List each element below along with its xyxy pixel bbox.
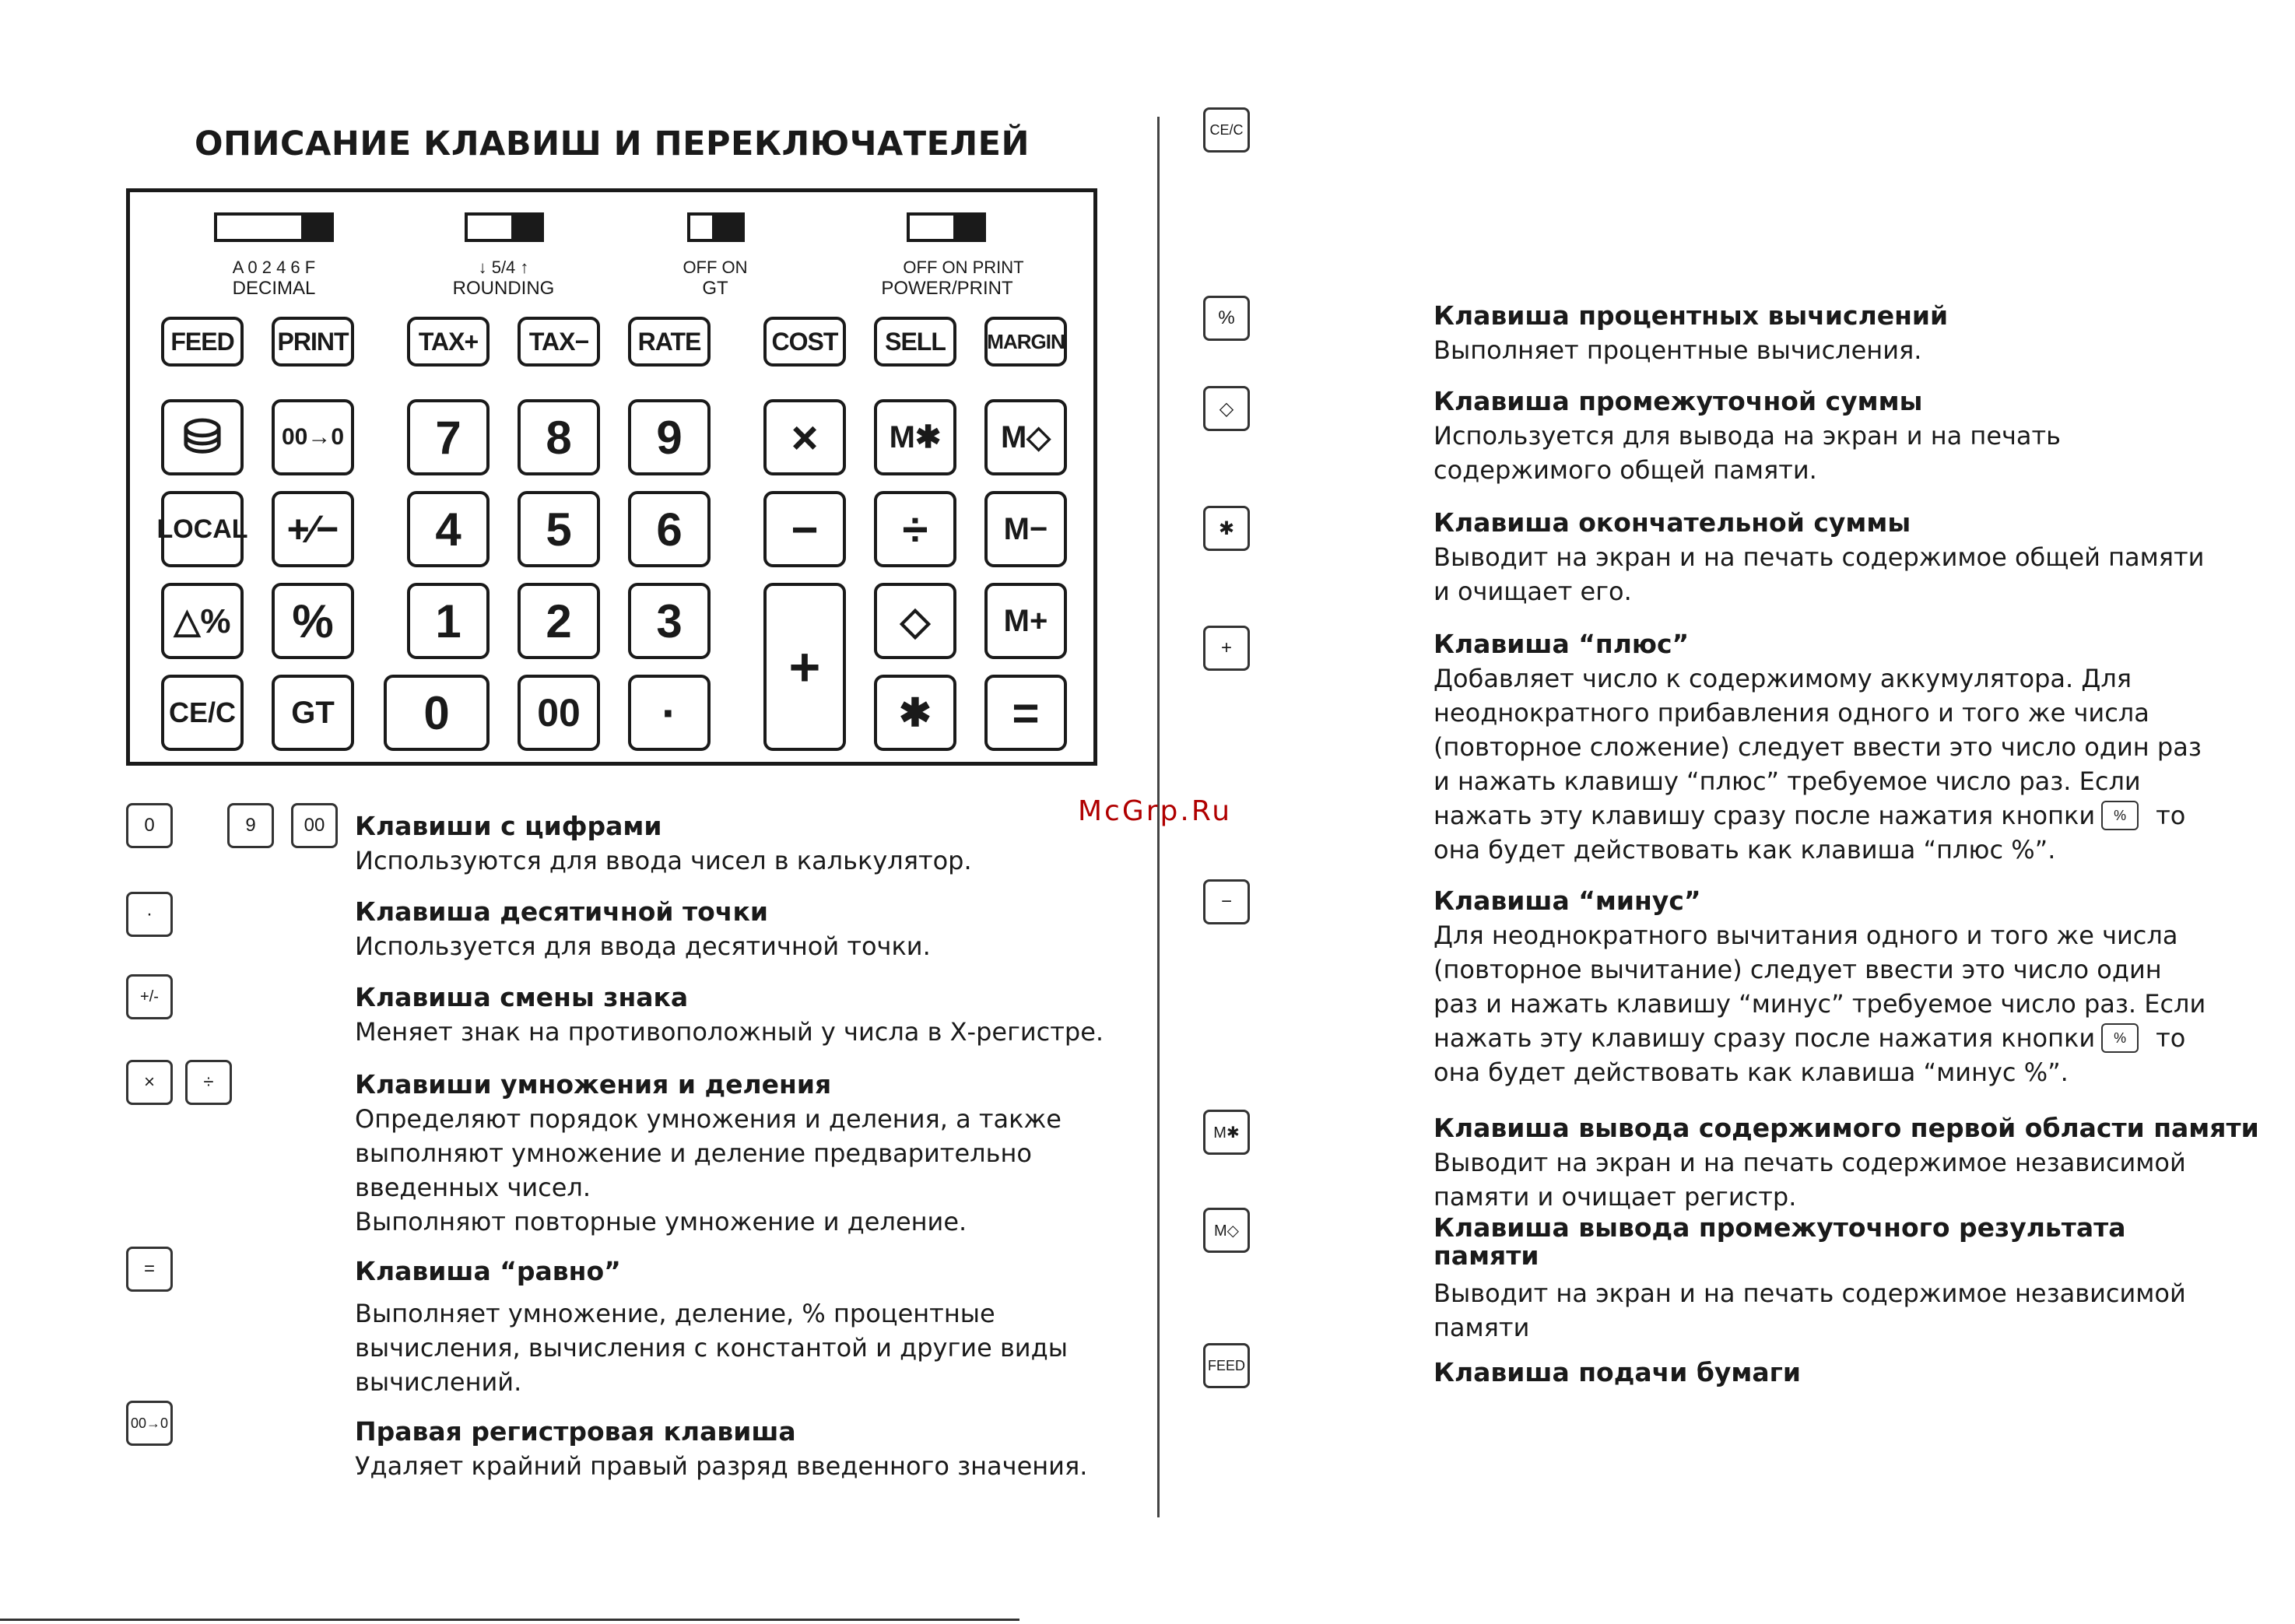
section-heading: Клавиша “плюс”: [1433, 629, 1690, 659]
section-text: она будет действовать как клавиша “минус %”.: [1433, 1058, 2069, 1087]
total-section: [1433, 506, 2204, 609]
equals-section: [355, 1254, 1068, 1399]
equals-icon: =: [126, 1247, 173, 1292]
right-shift-section: [355, 1415, 1087, 1483]
print-key[interactable]: PRINT: [272, 317, 354, 367]
m-diamond-key[interactable]: M◇: [984, 399, 1067, 475]
subtotal-diamond-icon: ◇: [1203, 386, 1250, 431]
double-zero-icon: 00: [291, 803, 338, 848]
section-text: Для неоднократного вычитания одного и того же числа: [1433, 921, 2178, 950]
section-heading: Клавиша вывода промежуточного результата: [1433, 1212, 2126, 1243]
sign-change-key[interactable]: +∕−: [272, 491, 354, 567]
total-star-icon: ✱: [1203, 506, 1250, 551]
m-minus-key[interactable]: M−: [984, 491, 1067, 567]
decimal-point-section: [355, 895, 931, 963]
percent-inline-icon: %: [2101, 1023, 2139, 1053]
double-zero-key[interactable]: 00: [518, 675, 600, 751]
section-heading: Клавиша окончательной суммы: [1433, 507, 1911, 538]
section-text: Выполняют повторные умножение и деление.: [355, 1207, 967, 1236]
m-star-icon: M✱: [1203, 1110, 1250, 1155]
section-text: Меняет знак на противоположный у числа в Х-регистре.: [355, 1017, 1104, 1047]
percent-section: [1433, 299, 1948, 367]
m-star-key[interactable]: M✱: [874, 399, 956, 475]
section-text: Выводит на экран и на печать содержимое независимой: [1433, 1148, 2186, 1177]
section-text: Выводит на экран и на печать содержимое общей памяти: [1433, 542, 2205, 572]
digit-7-key[interactable]: 7: [407, 399, 490, 475]
decimal-point-key[interactable]: ·: [628, 675, 711, 751]
gt-key[interactable]: GT: [272, 675, 354, 751]
digit-6-key[interactable]: 6: [628, 491, 711, 567]
rounding-switch-positions: ↓ 5/4 ↑: [478, 258, 529, 277]
section-text: выполняют умножение и деление предварительно: [355, 1138, 1032, 1168]
minus-key[interactable]: −: [763, 491, 846, 567]
section-heading: Клавиши умножения и деления: [355, 1069, 832, 1100]
decimal-switch[interactable]: [214, 212, 334, 242]
subtotal-section: [1433, 384, 2061, 487]
digit-9-icon: 9: [227, 803, 274, 848]
section-heading: Клавиша смены знака: [355, 982, 689, 1012]
section-text: раз и нажать клавишу “минус” требуемое число раз. Если: [1433, 989, 2206, 1019]
section-text: и очищает его.: [1433, 577, 1632, 606]
section-text: неоднократного прибавления одного и того же числа: [1433, 698, 2149, 728]
section-text: Используются для ввода чисел в калькулятор.: [355, 846, 972, 875]
power-print-switch[interactable]: [907, 212, 986, 242]
feed-icon: FEED: [1203, 1343, 1250, 1388]
tax-plus-key[interactable]: TAX+: [407, 317, 490, 367]
section-text: вычисления, вычисления с константой и другие виды: [355, 1333, 1068, 1363]
gt-switch-positions: OFF ON: [683, 258, 748, 277]
m-plus-key[interactable]: M+: [984, 583, 1067, 659]
right-shift-key[interactable]: 00→0: [272, 399, 354, 475]
section-text: Удаляет крайний правый разряд введенного значения.: [355, 1451, 1088, 1481]
section-text: (повторное вычитание) следует ввести это число один: [1433, 955, 2162, 984]
section-text: нажать эту клавишу сразу после нажатия кнопки: [1433, 801, 2096, 830]
margin-key[interactable]: MARGIN: [984, 317, 1067, 367]
ce-c-key[interactable]: CE/C: [161, 675, 244, 751]
memory-recall-clear-section: [1433, 1111, 2259, 1214]
feed-key[interactable]: FEED: [161, 317, 244, 367]
gt-switch-label: GT: [702, 278, 728, 299]
section-heading: Клавиша вывода содержимого первой области памяти: [1433, 1113, 2259, 1143]
section-heading: Клавиша подачи бумаги: [1433, 1357, 1802, 1387]
multiply-icon: ×: [126, 1060, 173, 1105]
section-text: Выводит на экран и на печать содержимое независимой: [1433, 1279, 2186, 1308]
section-text: (повторное сложение) следует ввести это число один раз: [1433, 732, 2202, 762]
section-text: Выполняет умножение, деление, % процентные: [355, 1299, 995, 1328]
minus-icon: −: [1203, 879, 1250, 924]
digit-0-key[interactable]: 0: [384, 675, 490, 751]
section-text-inline: [1433, 1021, 2206, 1055]
local-key[interactable]: LOCAL: [161, 491, 244, 567]
decimal-point-icon: ·: [126, 892, 173, 937]
section-text: нажать эту клавишу сразу после нажатия кнопки: [1433, 1023, 2096, 1053]
digit-0-icon: 0: [126, 803, 173, 848]
rounding-switch-label: ROUNDING: [452, 278, 555, 299]
section-heading: Клавиша десятичной точки: [355, 896, 768, 927]
gt-switch[interactable]: [687, 212, 745, 242]
section-text: Выполняет процентные вычисления.: [1433, 335, 1922, 365]
equals-key[interactable]: =: [984, 675, 1067, 751]
section-heading: Клавиша “минус”: [1433, 886, 1701, 916]
watermark: McGrp.Ru: [1078, 795, 1233, 827]
divide-key[interactable]: ÷: [874, 491, 956, 567]
digit-8-key[interactable]: 8: [518, 399, 600, 475]
section-text: памяти: [1433, 1313, 1530, 1342]
plus-section: [1433, 627, 2202, 867]
section-text: Используется для вывода на экран и на печать: [1433, 421, 2062, 451]
digit-9-key[interactable]: 9: [628, 399, 711, 475]
feed-section: [1433, 1356, 1801, 1390]
multiply-key[interactable]: ×: [763, 399, 846, 475]
section-heading: Клавиши с цифрами: [355, 811, 662, 841]
section-text: то: [2156, 1023, 2186, 1053]
sell-key[interactable]: SELL: [874, 317, 956, 367]
digit-2-key[interactable]: 2: [518, 583, 600, 659]
digit-1-key[interactable]: 1: [407, 583, 490, 659]
section-heading-cont: памяти: [1433, 1240, 1539, 1271]
decimal-switch-label: DECIMAL: [232, 278, 316, 299]
diamond-key[interactable]: ◇: [874, 583, 956, 659]
cost-key[interactable]: COST: [763, 317, 846, 367]
percent-inline-icon: %: [2101, 801, 2139, 830]
section-text: содержимого общей памяти.: [1433, 455, 1817, 485]
percent-key[interactable]: %: [272, 583, 354, 659]
tax-minus-key[interactable]: TAX−: [518, 317, 600, 367]
section-text: Используется для ввода десятичной точки.: [355, 931, 931, 961]
plus-key[interactable]: +: [763, 583, 846, 751]
section-heading: Клавиша промежуточной суммы: [1433, 386, 1923, 416]
section-text: то: [2156, 801, 2186, 830]
section-text: и нажать клавишу “плюс” требуемое число раз. Если: [1433, 766, 2141, 796]
power-print-switch-label: POWER/PRINT: [881, 278, 1013, 299]
digit-3-key[interactable]: 3: [628, 583, 711, 659]
section-heading: Клавиша процентных вычислений: [1433, 300, 1949, 331]
sign-change-section: [355, 980, 1104, 1049]
section-heading: Правая регистровая клавиша: [355, 1416, 796, 1447]
section-heading: Клавиша “равно”: [355, 1256, 621, 1286]
rounding-switch[interactable]: [465, 212, 544, 242]
page-title: ОПИСАНИЕ КЛАВИШ И ПЕРЕКЛЮЧАТЕЛЕЙ: [195, 125, 1030, 163]
section-text: она будет действовать как клавиша “плюс %”.: [1433, 835, 2056, 865]
right-shift-icon: 00→0: [126, 1401, 173, 1446]
multiply-divide-section: [355, 1068, 1062, 1239]
section-text: Определяют порядок умножения и деления, а также: [355, 1104, 1062, 1134]
section-text: введенных чисел.: [355, 1173, 591, 1202]
delta-percent-key[interactable]: △%: [161, 583, 244, 659]
section-text-inline: [1433, 798, 2202, 833]
section-text: Добавляет число к содержимому аккумулятора. Для: [1433, 664, 2132, 693]
star-key[interactable]: ✱: [874, 675, 956, 751]
minus-section: [1433, 884, 2206, 1089]
section-text: вычислений.: [355, 1367, 522, 1397]
rate-key[interactable]: RATE: [628, 317, 711, 367]
ce-c-icon: CE/C: [1203, 107, 1250, 153]
percent-icon: %: [1203, 296, 1250, 341]
memory-subtotal-section: [1433, 1214, 2186, 1345]
power-print-switch-positions: OFF ON PRINT: [903, 258, 1024, 277]
sign-change-icon: +/-: [126, 974, 173, 1019]
digit-4-key[interactable]: 4: [407, 491, 490, 567]
coin-key[interactable]: ⛁: [161, 399, 244, 475]
section-text: памяти и очищает регистр.: [1433, 1182, 1797, 1212]
plus-icon: +: [1203, 626, 1250, 671]
digit-5-key[interactable]: 5: [518, 491, 600, 567]
calculator-keyboard-panel: [126, 188, 1097, 766]
bottom-rule: [0, 1619, 1019, 1621]
decimal-switch-positions: A 0 2 4 6 F: [232, 258, 316, 277]
divide-icon: ÷: [185, 1060, 232, 1105]
m-diamond-icon: M◇: [1203, 1208, 1250, 1253]
digit-keys-section: [355, 809, 972, 878]
